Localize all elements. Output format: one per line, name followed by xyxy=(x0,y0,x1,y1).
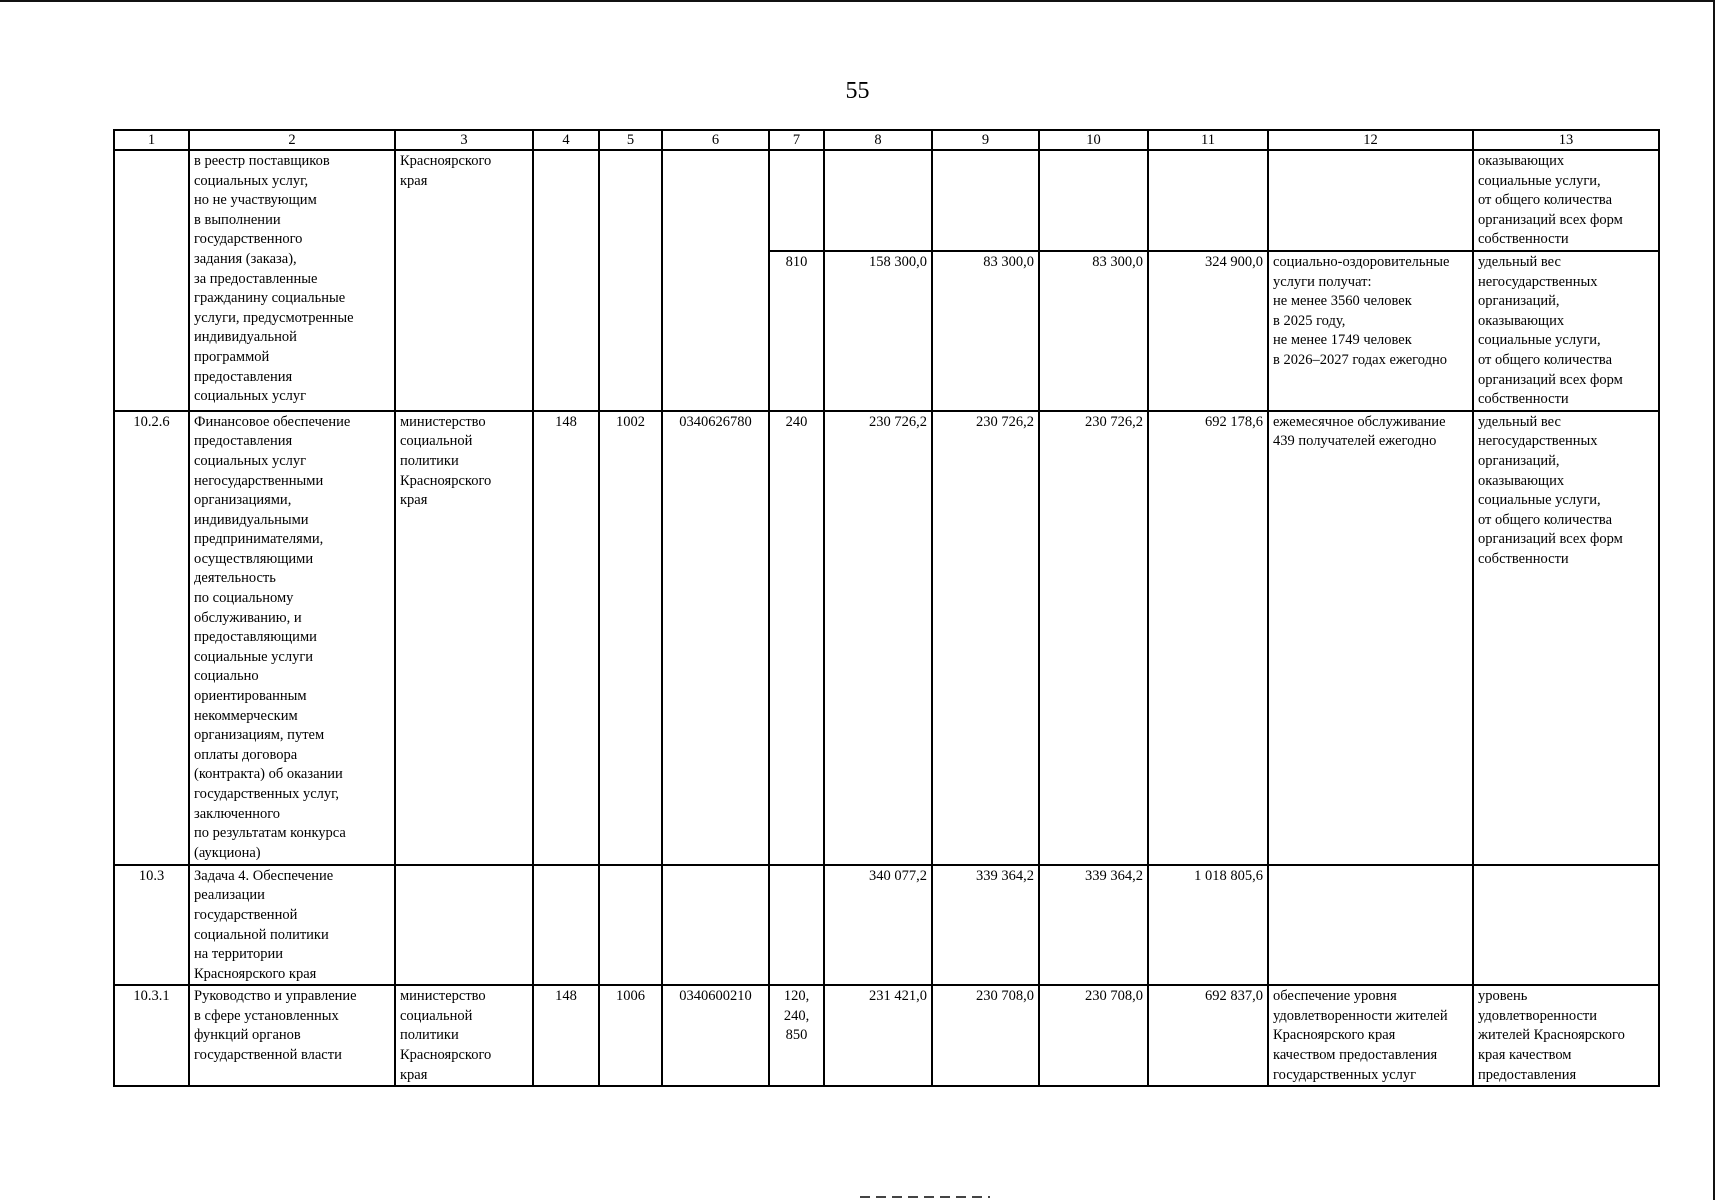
value-2027-cell xyxy=(1039,150,1148,251)
value-2025-cell xyxy=(824,150,932,251)
executor-cell: министерство социальной политики Красноярского края xyxy=(395,411,533,865)
executor-cell: Красноярского края xyxy=(395,150,533,411)
value-2025-cell: 340 077,2 xyxy=(824,865,932,986)
header-cell: 8 xyxy=(824,130,932,150)
value-2026-cell: 230 726,2 xyxy=(932,411,1039,865)
value-2026-cell: 230 708,0 xyxy=(932,985,1039,1086)
rzpr-cell xyxy=(599,865,662,986)
value-2027-cell: 230 708,0 xyxy=(1039,985,1148,1086)
rzpr-cell: 1006 xyxy=(599,985,662,1086)
vr-cell: 120, 240, 850 xyxy=(769,985,824,1086)
rzpr-cell xyxy=(599,150,662,411)
header-cell: 2 xyxy=(189,130,395,150)
executor-cell xyxy=(395,865,533,986)
column-number-row xyxy=(114,130,1659,150)
header-cell: 3 xyxy=(395,130,533,150)
table-row xyxy=(114,150,1659,251)
value-2025-cell: 158 300,0 xyxy=(824,251,932,411)
indicator-cell: удельный вес негосударственных организаций, оказывающих социальные услуги, от общего количества организаций всех форм собственности xyxy=(1473,411,1659,865)
expected-result-cell: ежемесячное обслуживание 439 получателей ежегодно xyxy=(1268,411,1473,865)
header-cell: 1 xyxy=(114,130,189,150)
header-cell: 7 xyxy=(769,130,824,150)
expected-result-cell: социально-оздоровительные услуги получат: не менее 3560 человек в 2025 году, не менее 1749 человек в 2026–2027 годах ежегодно xyxy=(1268,251,1473,411)
indicator-cell: удельный вес негосударственных организаций, оказывающих социальные услуги, от общего количества организаций всех форм собственности xyxy=(1473,251,1659,411)
vr-cell xyxy=(769,150,824,251)
row-number-cell: 10.3 xyxy=(114,865,189,986)
value-total-cell xyxy=(1148,150,1268,251)
table-row xyxy=(114,865,1659,986)
program-table xyxy=(113,129,1660,1087)
value-2027-cell: 83 300,0 xyxy=(1039,251,1148,411)
value-total-cell: 692 837,0 xyxy=(1148,985,1268,1086)
header-cell: 12 xyxy=(1268,130,1473,150)
value-2025-cell: 231 421,0 xyxy=(824,985,932,1086)
row-number-cell: 10.2.6 xyxy=(114,411,189,865)
vr-cell: 240 xyxy=(769,411,824,865)
csr-cell xyxy=(662,150,769,411)
activity-name-cell: Руководство и управление в сфере установленных функций органов государственной власти xyxy=(189,985,395,1086)
grbs-cell: 148 xyxy=(533,985,599,1086)
header-cell: 11 xyxy=(1148,130,1268,150)
csr-cell: 0340626780 xyxy=(662,411,769,865)
value-2026-cell xyxy=(932,150,1039,251)
table-row xyxy=(114,985,1659,1086)
expected-result-cell xyxy=(1268,865,1473,986)
value-total-cell: 692 178,6 xyxy=(1148,411,1268,865)
expected-result-cell: обеспечение уровня удовлетворенности жителей Красноярского края качеством предоставления государственных услуг xyxy=(1268,985,1473,1086)
activity-name-cell: Финансовое обеспечение предоставления социальных услуг негосударственными организациями, индивидуальными предпринимателями, осуществляющими деятельность по социальному обслуживанию, и предоставляющими социальные услуги социально ориентированным некоммерческим организациям, путем оплаты договора (контракта) об оказании государственных услуг, заключенного по результатам конкурса (аукциона) xyxy=(189,411,395,865)
page-number: 55 xyxy=(845,78,870,104)
expected-result-cell xyxy=(1268,150,1473,251)
grbs-cell xyxy=(533,865,599,986)
grbs-cell: 148 xyxy=(533,411,599,865)
vr-cell: 810 xyxy=(769,251,824,411)
vr-cell xyxy=(769,865,824,986)
value-2026-cell: 339 364,2 xyxy=(932,865,1039,986)
header-cell: 5 xyxy=(599,130,662,150)
header-cell: 4 xyxy=(533,130,599,150)
indicator-cell: оказывающих социальные услуги, от общего количества организаций всех форм собственности xyxy=(1473,150,1659,251)
executor-cell: министерство социальной политики Красноярского края xyxy=(395,985,533,1086)
value-2027-cell: 230 726,2 xyxy=(1039,411,1148,865)
activity-name-cell: Задача 4. Обеспечение реализации государственной социальной политики на территории Красноярского края xyxy=(189,865,395,986)
csr-cell xyxy=(662,865,769,986)
header-cell: 13 xyxy=(1473,130,1659,150)
value-total-cell: 1 018 805,6 xyxy=(1148,865,1268,986)
header-cell: 9 xyxy=(932,130,1039,150)
row-number-cell: 10.3.1 xyxy=(114,985,189,1086)
grbs-cell xyxy=(533,150,599,411)
table-row xyxy=(114,411,1659,865)
activity-name-cell: в реестр поставщиков социальных услуг, но не участвующим в выполнении государственного задания (заказа), за предоставленные гражданину социальные услуги, предусмотренные индивидуальной программой предоставления социальных услуг xyxy=(189,150,395,411)
scan-artifact xyxy=(860,1196,990,1198)
value-total-cell: 324 900,0 xyxy=(1148,251,1268,411)
indicator-cell xyxy=(1473,865,1659,986)
value-2027-cell: 339 364,2 xyxy=(1039,865,1148,986)
value-2026-cell: 83 300,0 xyxy=(932,251,1039,411)
page-frame-top xyxy=(0,0,1715,2)
rzpr-cell: 1002 xyxy=(599,411,662,865)
value-2025-cell: 230 726,2 xyxy=(824,411,932,865)
csr-cell: 0340600210 xyxy=(662,985,769,1086)
indicator-cell: уровень удовлетворенности жителей Красноярского края качеством предоставления xyxy=(1473,985,1659,1086)
header-cell: 6 xyxy=(662,130,769,150)
header-cell: 10 xyxy=(1039,130,1148,150)
row-number-cell xyxy=(114,150,189,411)
